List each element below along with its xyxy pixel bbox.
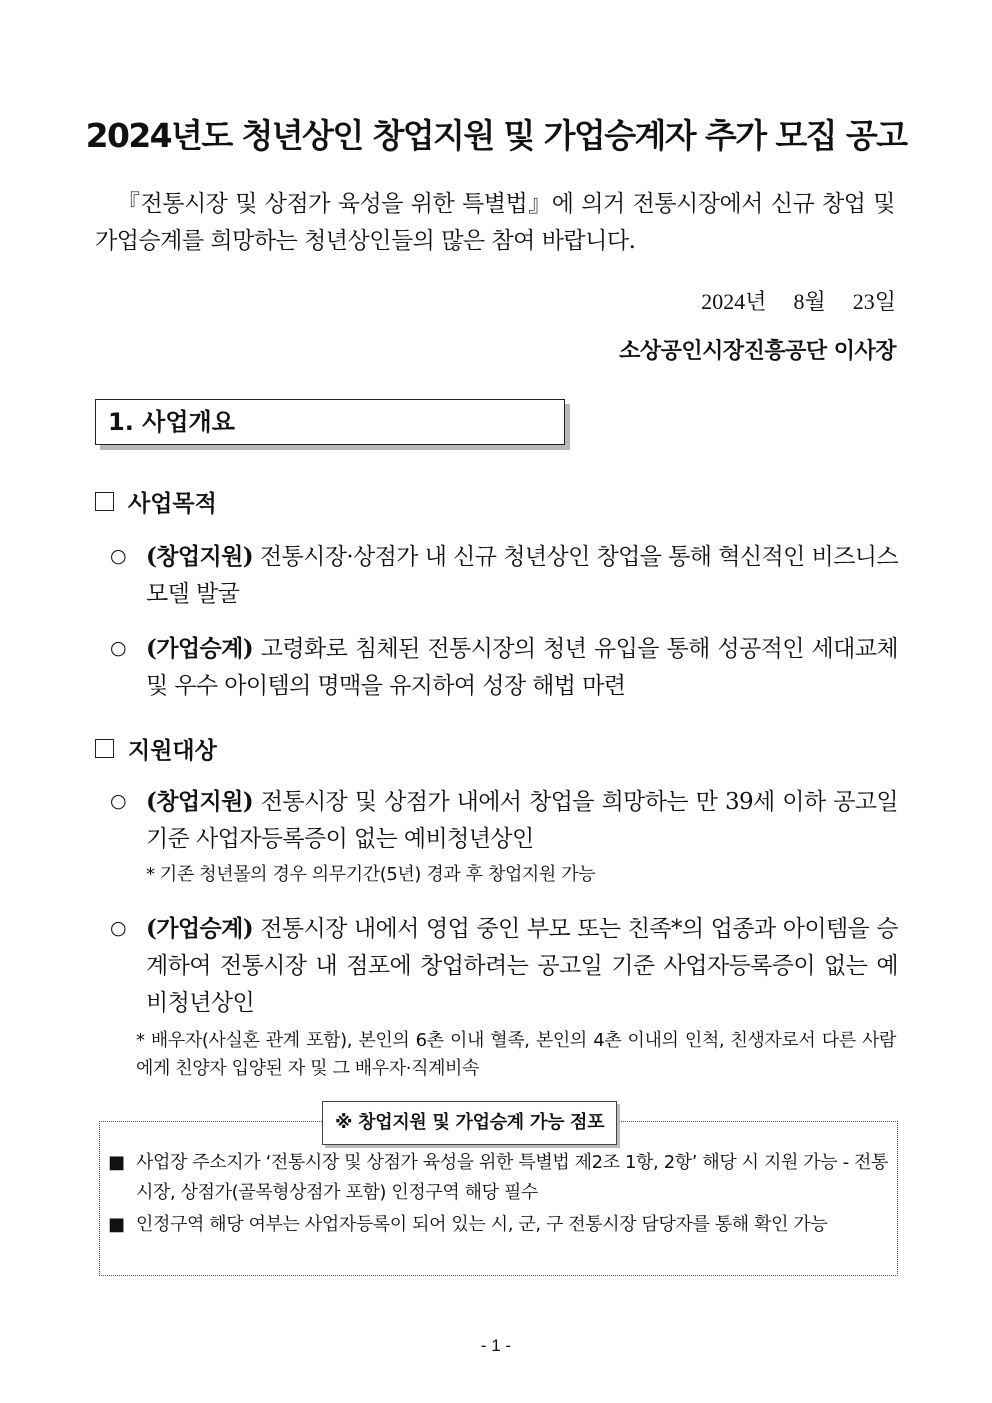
item-label: (창업지원) — [146, 788, 254, 815]
item-text: 전통시장 내에서 영업 중인 부모 또는 친족*의 업종과 아이템을 승계하여 전통시장 내 점포에 창업하려는 공고일 기준 사업자등록증이 없는 예비청년상인 — [146, 916, 898, 1016]
subsection-purpose — [95, 485, 217, 518]
circle-bullet-icon: ○ — [110, 545, 126, 567]
square-bullet-icon — [95, 739, 114, 758]
page-number: - 1 - — [480, 1336, 512, 1355]
page-title: 2024년도 청년상인 창업지원 및 가업승계자 추가 모집 공고 — [85, 116, 907, 155]
organization-signature: 소상공인시장진흥공단 이사장 — [619, 338, 896, 364]
purpose-item-startup — [110, 538, 898, 613]
item-label: (창업지원) — [146, 543, 254, 570]
target-note-succession: * 배우자(사실혼 관계 포함), 본인의 6촌 이내 혈족, 본인의 4촌 이내의 인척, 친생자로서 다른 사람에게 친양자 입양된 자 및 그 배우자·직계비속 — [136, 1030, 896, 1079]
eligible-line-1 — [108, 1148, 888, 1208]
item-text: 고령화로 침체된 전통시장의 청년 유입을 통해 성공적인 세대교체 및 우수 아이템의 명맥을 유지하여 성장 해법 마련 — [146, 636, 898, 699]
square-bullet-icon — [95, 492, 114, 511]
item-label: (가업승계) — [146, 635, 254, 662]
filled-square-bullet-icon: ■ — [108, 1214, 125, 1235]
circle-bullet-icon: ○ — [110, 790, 126, 812]
subsection-target-heading: 지원대상 — [128, 738, 217, 764]
filled-square-bullet-icon: ■ — [108, 1152, 125, 1173]
announcement-date: 2024년 8월 23일 — [701, 289, 896, 314]
intro-paragraph: 『전통시장 및 상점가 육성을 위한 특별법』에 의거 전통시장에서 신규 창업 및 가업승계를 희망하는 청년상인들의 많은 참여 바랍니다. — [95, 191, 895, 254]
circle-bullet-icon: ○ — [110, 917, 126, 939]
item-text: 전통시장·상점가 내 신규 청년상인 창업을 통해 혁신적인 비즈니스 모델 발굴 — [146, 544, 899, 607]
eligible-line-2-text: 인정구역 해당 여부는 사업자등록이 되어 있는 시, 군, 구 전통시장 담당자를 통해 확인 가능 — [136, 1214, 828, 1235]
subsection-target — [95, 732, 217, 765]
eligible-line-2 — [108, 1210, 888, 1240]
item-text: 전통시장 및 상점가 내에서 창업을 희망하는 만 39세 이하 공고일 기준 사업자등록증이 없는 예비청년상인 — [146, 789, 899, 852]
section-heading-overview: 1. 사업개요 — [95, 399, 565, 445]
target-note-startup: * 기존 청년몰의 경우 의무기간(5년) 경과 후 창업지원 가능 — [146, 864, 596, 885]
eligible-store-box-title: ※ 창업지원 및 가업승계 가능 점포 — [322, 1101, 617, 1145]
target-item-succession — [110, 910, 898, 1022]
item-label: (가업승계) — [146, 915, 254, 942]
circle-bullet-icon: ○ — [110, 637, 126, 659]
target-item-startup — [110, 783, 898, 858]
eligible-line-1-text: 사업장 주소지가 ‘전통시장 및 상점가 육성을 위한 특별법 제2조 1항, 2항’ 해당 시 지원 가능 - 전통시장, 상점가(골목형상점가 포함) 인정구역 해당 필수 — [136, 1152, 888, 1203]
subsection-purpose-heading: 사업목적 — [128, 491, 217, 517]
purpose-item-succession — [110, 630, 898, 705]
